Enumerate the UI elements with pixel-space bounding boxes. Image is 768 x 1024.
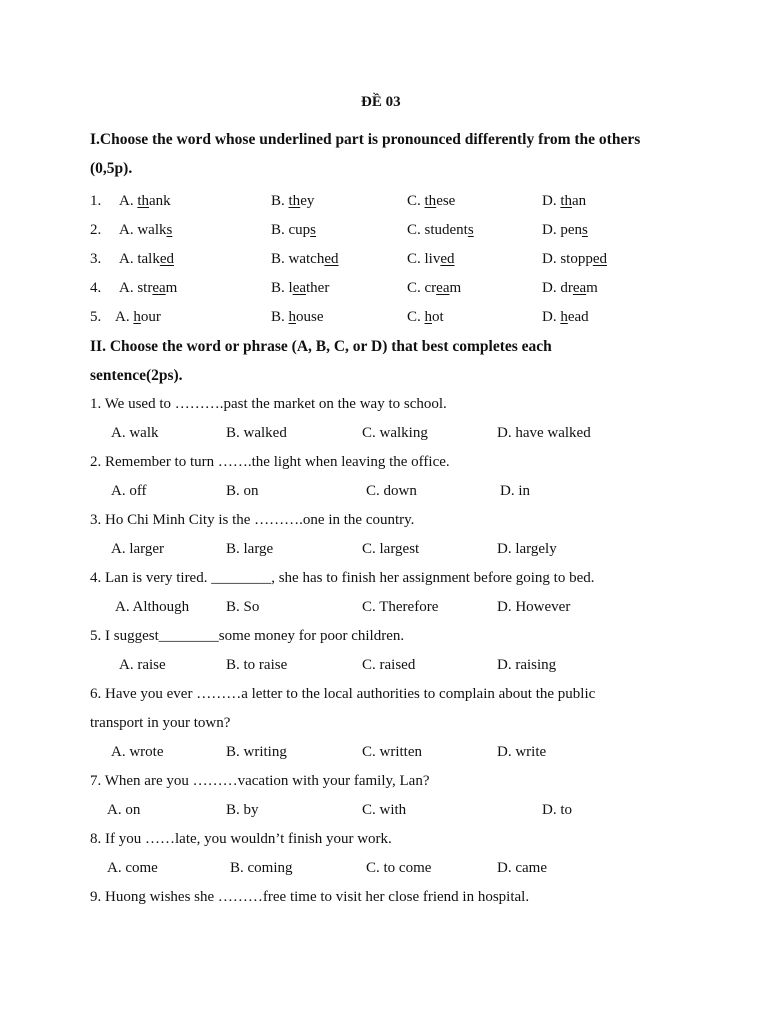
option-text: our [140, 309, 161, 325]
answer-option: A. raise [119, 657, 166, 673]
underlined-part: ea [152, 280, 166, 296]
option-text: A. str [119, 280, 153, 296]
option-text: ot [432, 309, 444, 325]
underlined-part: th [424, 193, 437, 209]
option-text: an [572, 193, 587, 209]
part1-option [119, 251, 174, 268]
answer-option: C. walking [362, 425, 428, 441]
part1-heading: I.Choose the word whose underlined part is pronounced differently from the others [90, 131, 641, 148]
option-text: B. l [271, 280, 293, 296]
underlined-part: h [288, 309, 297, 325]
part1-option [115, 309, 161, 326]
option-text: m [449, 280, 462, 296]
option-text: A. walk [119, 222, 167, 238]
answer-option: A. come [107, 860, 158, 876]
option-text: m [586, 280, 598, 296]
answer-option: C. largest [362, 541, 420, 557]
part1-option [271, 280, 329, 297]
option-text: B. [271, 193, 289, 209]
part1-option [407, 251, 455, 268]
answer-option: A. larger [111, 541, 165, 557]
question-text: 9. Huong wishes she ………free time to visit her close friend in hospital. [90, 889, 530, 905]
part1-option [271, 309, 324, 326]
part1-option [407, 309, 444, 326]
option-text: A. [119, 193, 138, 209]
question-text: 7. When are you ………vacation with your family, Lan? [90, 773, 430, 789]
option-text: D. [542, 193, 561, 209]
option-text: C. [407, 309, 425, 325]
answer-option: C. to come [366, 860, 432, 876]
answer-option: D. to [542, 802, 572, 818]
underlined-part: th [288, 193, 301, 209]
part1-item-number: 5. [90, 309, 102, 325]
answer-option: D. raising [497, 657, 557, 673]
answer-option: A. Although [115, 599, 190, 615]
answer-option: B. to raise [226, 657, 288, 673]
underlined-part: s [467, 222, 474, 238]
answer-option: D. have walked [497, 425, 591, 441]
option-text: ese [436, 193, 456, 209]
underlined-part: ea [436, 280, 450, 296]
underlined-part: ea [572, 280, 587, 296]
part1-heading-cont: (0,5p). [90, 160, 133, 177]
part1-item-number: 3. [90, 251, 102, 267]
underlined-part: ed [592, 251, 608, 267]
option-text: B. watch [271, 251, 325, 267]
answer-option: D. came [497, 860, 547, 876]
question-text: 8. If you ……late, you wouldn’t finish your work. [90, 831, 392, 847]
part1-option [407, 222, 474, 239]
option-text: D. dr [542, 280, 573, 296]
answer-option: B. by [226, 802, 259, 818]
option-text: C. [407, 193, 425, 209]
answer-option: C. raised [362, 657, 416, 673]
answer-option: B. on [226, 483, 259, 499]
underlined-part: th [137, 193, 150, 209]
underlined-part: s [166, 222, 173, 238]
underlined-part: ea [292, 280, 307, 296]
answer-option: A. walk [111, 425, 159, 441]
part1-option [119, 222, 172, 239]
option-text: ead [567, 309, 589, 325]
answer-option: D. However [497, 599, 571, 615]
option-text: ey [300, 193, 315, 209]
answer-option: B. coming [230, 860, 293, 876]
answer-option: C. with [362, 802, 407, 818]
part1-option [271, 193, 314, 210]
option-text: B. cup [271, 222, 311, 238]
part1-option [542, 280, 598, 297]
option-text: A. [115, 309, 134, 325]
option-text: m [165, 280, 178, 296]
underlined-part: h [424, 309, 433, 325]
part1-option [407, 280, 461, 297]
underlined-part: s [582, 222, 588, 238]
underlined-part: h [560, 309, 568, 325]
option-text: D. stopp [542, 251, 593, 267]
page-title: ĐỀ 03 [361, 94, 401, 110]
option-text: C. cr [407, 280, 437, 296]
part1-option [271, 251, 339, 268]
option-text: C. liv [407, 251, 441, 267]
answer-option: A. off [111, 483, 147, 499]
part1-item-number: 2. [90, 222, 102, 238]
option-text: ther [306, 280, 330, 296]
underlined-part: s [310, 222, 317, 238]
option-text: A. talk [119, 251, 160, 267]
question-text: 6. Have you ever ………a letter to the local authorities to complain about the public [90, 686, 596, 702]
underlined-part: ed [324, 251, 339, 267]
answer-option: B. large [226, 541, 274, 557]
underlined-part: h [133, 309, 141, 325]
answer-option: C. written [362, 744, 422, 760]
part1-option [407, 193, 455, 210]
answer-option: C. down [366, 483, 417, 499]
part2-heading-cont: sentence(2ps). [90, 367, 183, 384]
answer-option: D. largely [497, 541, 557, 557]
question-text: 2. Remember to turn …….the light when leaving the office. [90, 454, 450, 470]
option-text: B. [271, 309, 289, 325]
option-text: D. [542, 309, 561, 325]
answer-option: B. writing [226, 744, 287, 760]
underlined-part: ed [440, 251, 455, 267]
part1-option [542, 251, 607, 268]
answer-option: B. So [226, 599, 260, 615]
underlined-part: ed [159, 251, 174, 267]
option-text: ank [149, 193, 171, 209]
part1-option [119, 280, 177, 297]
answer-option: D. write [497, 744, 547, 760]
question-text: 1. We used to ……….past the market on the way to school. [90, 396, 447, 412]
part1-option [542, 193, 586, 210]
option-text: ouse [296, 309, 324, 325]
answer-option: A. on [107, 802, 141, 818]
answer-option: B. walked [226, 425, 287, 441]
answer-option: A. wrote [111, 744, 164, 760]
option-text: C. student [407, 222, 468, 238]
question-text: 4. Lan is very tired. ________, she has to finish her assignment before going to bed. [90, 570, 595, 586]
part2-heading: II. Choose the word or phrase (A, B, C, or D) that best completes each [90, 338, 552, 355]
question-text: 5. I suggest________some money for poor children. [90, 628, 405, 644]
question-text: transport in your town? [90, 715, 231, 731]
part1-option [119, 193, 171, 210]
part1-option [542, 309, 589, 326]
part1-option [271, 222, 316, 239]
underlined-part: th [560, 193, 573, 209]
option-text: D. pen [542, 222, 582, 238]
answer-option: C. Therefore [362, 599, 439, 615]
answer-option: D. in [500, 483, 530, 499]
question-text: 3. Ho Chi Minh City is the ……….one in the country. [90, 512, 415, 528]
part1-item-number: 1. [90, 193, 102, 209]
part1-option [542, 222, 588, 239]
part1-item-number: 4. [90, 280, 102, 296]
